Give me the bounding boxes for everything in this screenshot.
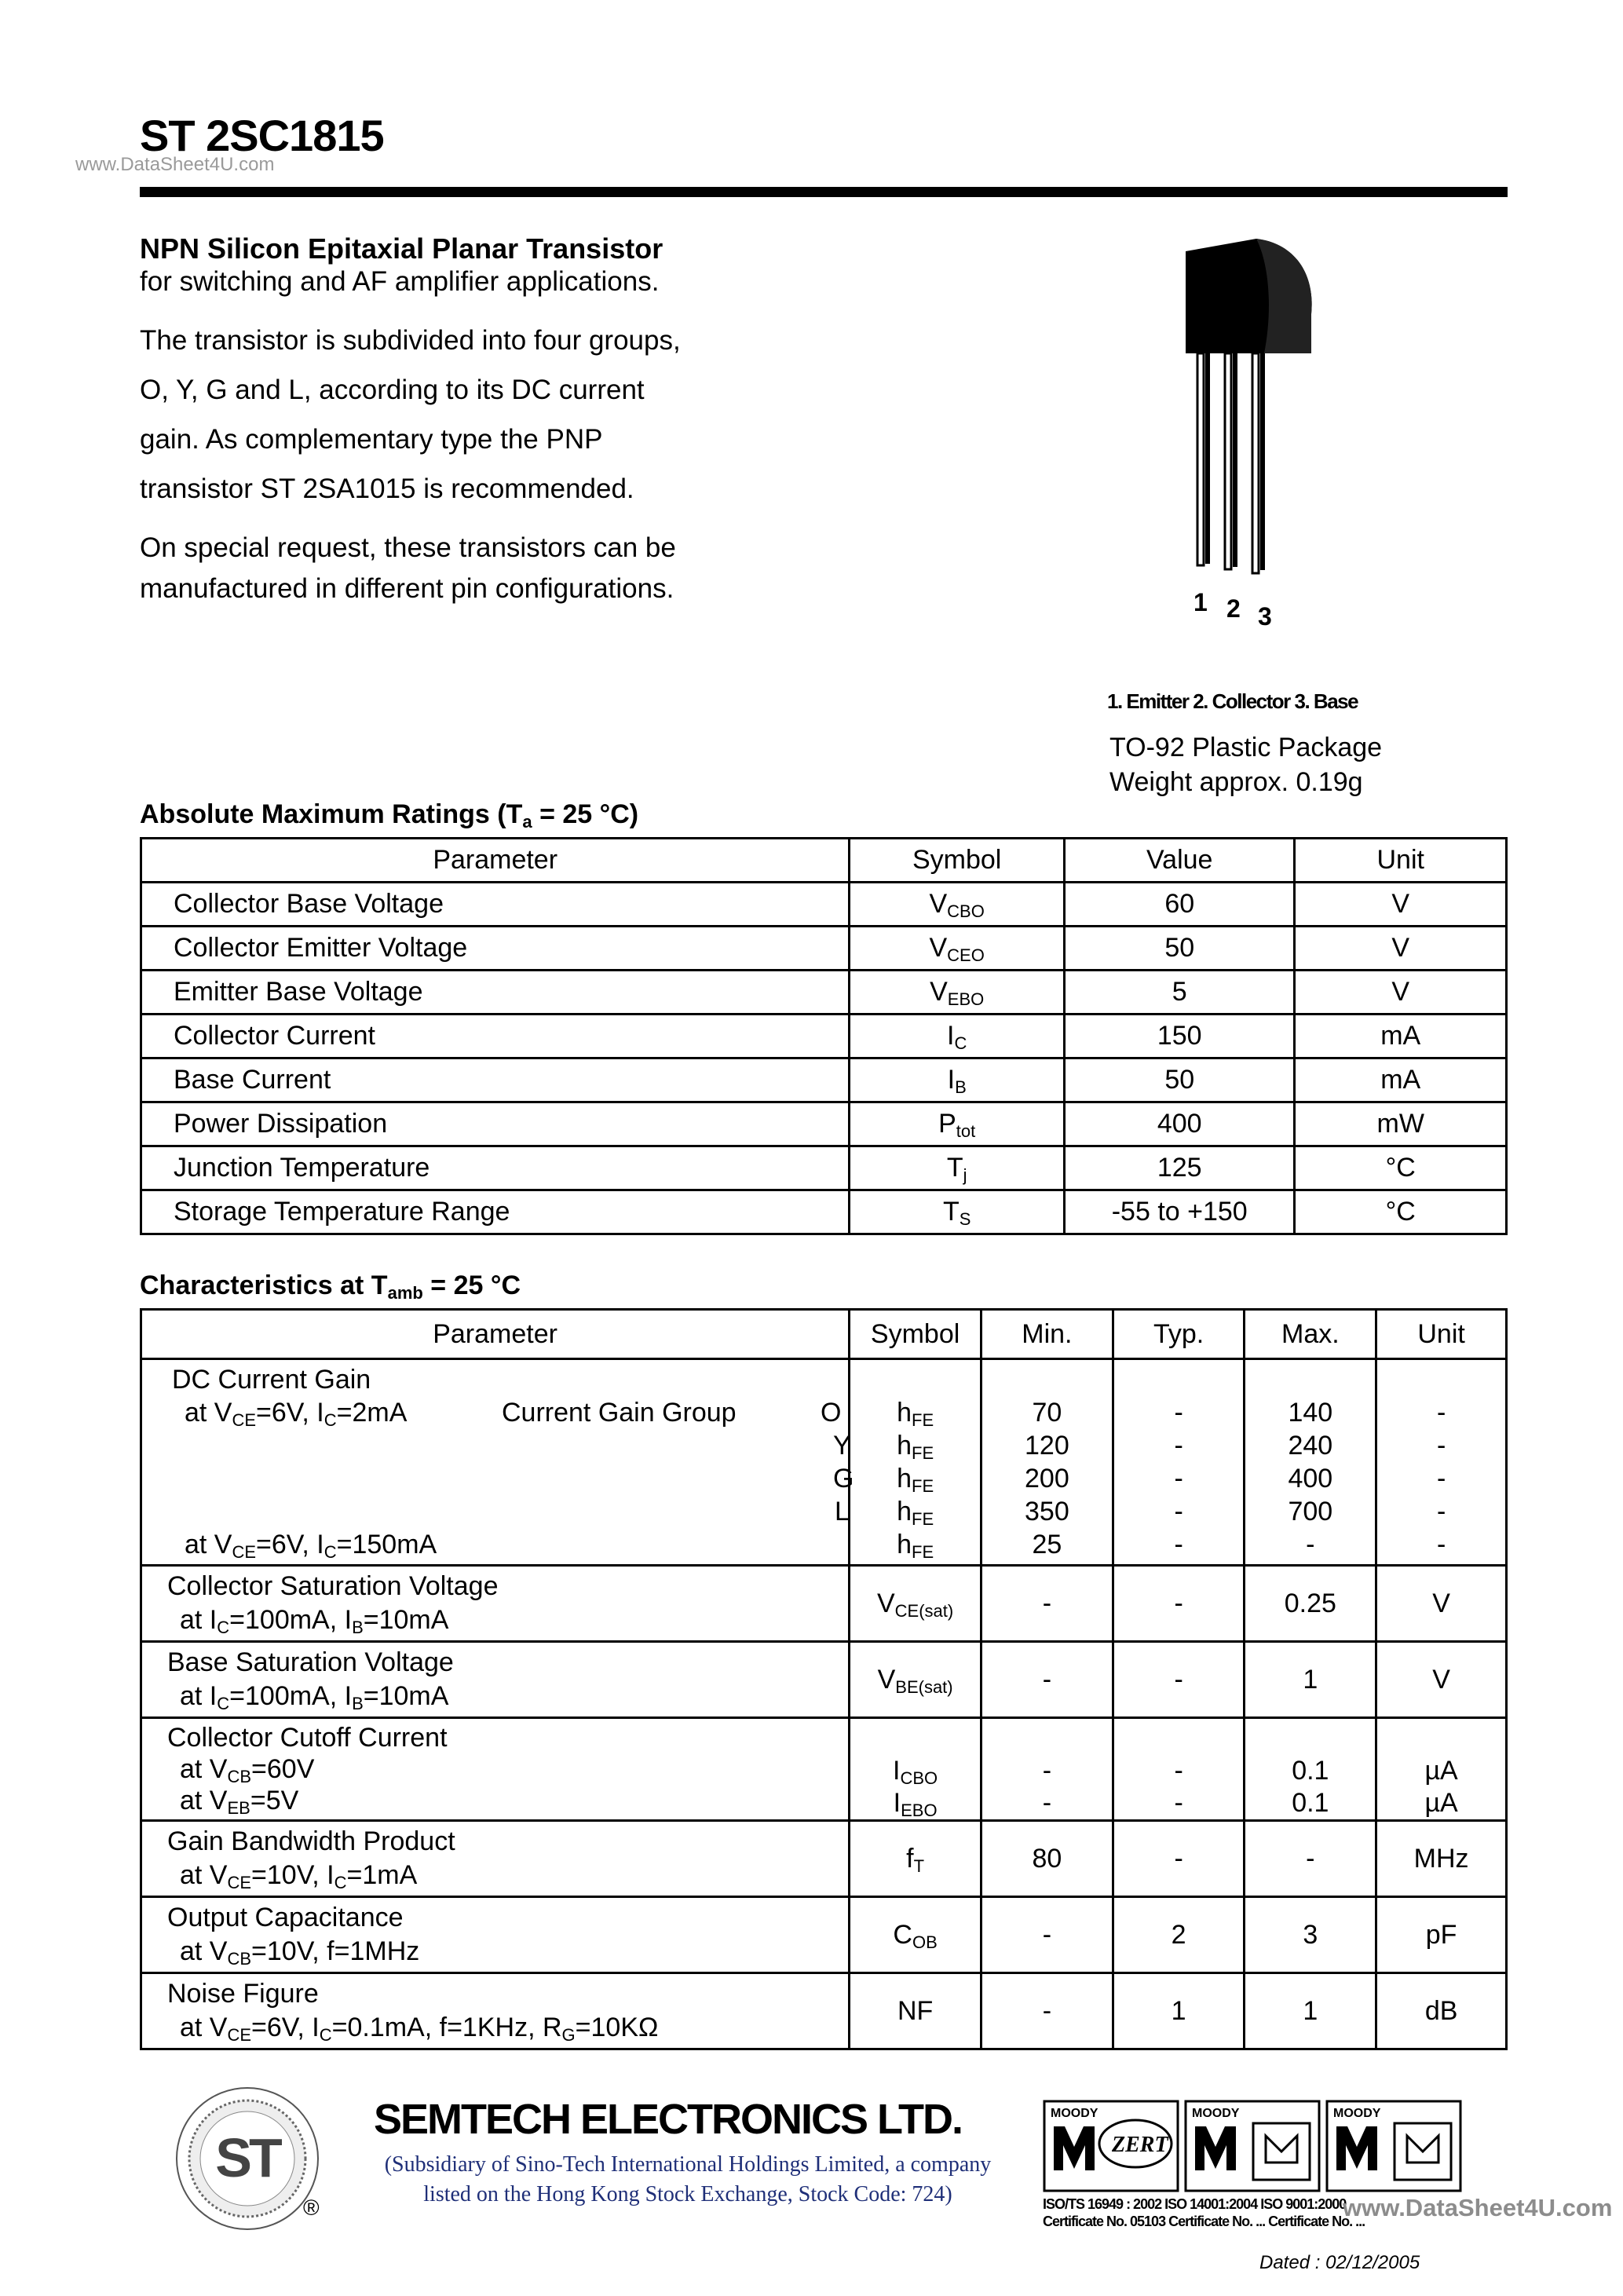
parameter-title: Output Capacitance: [167, 1903, 404, 1932]
symbol-sub: OB: [912, 1932, 938, 1952]
symbol-sub: j: [963, 1165, 967, 1185]
abs-max-table: [140, 837, 1508, 1235]
value-line: -: [1436, 1497, 1446, 1526]
gain-group-letter: L: [835, 1497, 850, 1526]
symbol-sub: FE: [912, 1542, 934, 1562]
symbol-cell: [850, 1146, 1065, 1190]
symbol-cell: [850, 1359, 981, 1566]
condition-line: [172, 1396, 848, 1429]
max-cell: 1: [1245, 1973, 1376, 2049]
cond-text: =10KΩ: [575, 2013, 659, 2042]
value-line: 200: [1025, 1464, 1069, 1493]
table-row: [141, 883, 1507, 927]
cond-sub: CB: [227, 1767, 252, 1786]
typ-cell: -: [1113, 1566, 1245, 1642]
min-cell: 80: [981, 1821, 1113, 1897]
cond-sub: CB: [227, 1949, 252, 1969]
condition-line: [167, 1680, 848, 1713]
pin-legend: 1. Emitter 2. Collector 3. Base: [1107, 689, 1358, 713]
cond-sub: CE: [227, 1873, 252, 1892]
min-cell: -: [981, 1897, 1113, 1973]
pin-number: 2: [1226, 594, 1241, 623]
condition-line: [167, 1785, 848, 1816]
page-title: ST 2SC1815: [140, 111, 384, 160]
symbol-cell: [850, 1190, 1065, 1234]
symbol-sub: C: [954, 1033, 967, 1053]
value-line: -: [1436, 1431, 1446, 1461]
cond-text: =10V, I: [251, 1860, 334, 1890]
cond-text: at V: [185, 1530, 232, 1559]
symbol-text: V: [929, 889, 948, 919]
cond-text: =5V: [250, 1786, 299, 1815]
value-line: 140: [1288, 1398, 1333, 1428]
gain-group-letter: Y: [833, 1431, 851, 1461]
intro-paragraph-1: [140, 316, 815, 514]
company-name: SEMTECH ELECTRONICS LTD.: [374, 2096, 963, 2143]
parameter-cell: Base Current: [141, 1058, 850, 1102]
unit-cell: V: [1376, 1642, 1507, 1718]
cond-text: =6V, I: [256, 1530, 324, 1559]
value-line: -: [1042, 1756, 1052, 1786]
symbol-text: f: [906, 1843, 914, 1874]
parameter-cell: Power Dissipation: [141, 1102, 850, 1146]
parameter-cell: Collector Emitter Voltage: [141, 927, 850, 971]
symbol-sub: FE: [912, 1509, 934, 1529]
cond-sub: C: [217, 1618, 230, 1637]
symbol-sub: tot: [956, 1121, 976, 1141]
symbol-text: I: [893, 1788, 901, 1818]
max-cell: [1245, 1718, 1376, 1821]
symbol-line: [850, 1528, 980, 1561]
unit-cell: mW: [1295, 1102, 1507, 1146]
intro-line: On special request, these transistors can be: [140, 532, 676, 563]
parameter-title: Collector Saturation Voltage: [167, 1571, 499, 1601]
symbol-text: h: [897, 1431, 912, 1461]
group-line: [172, 1495, 848, 1528]
intro-section: [140, 232, 815, 609]
cert-text-line: Certificate No. 05103 Certificate No. ... Certificate No. ...: [1043, 2214, 1365, 2229]
unit-cell: pF: [1376, 1897, 1507, 1973]
cond-sub: C: [324, 1542, 337, 1562]
symbol-cell: [850, 971, 1065, 1015]
typ-cell: [1113, 1359, 1245, 1566]
intro-line: manufactured in different pin configurations.: [140, 573, 674, 604]
symbol-sub: FE: [912, 1410, 934, 1430]
parameter-title: Collector Cutoff Current: [167, 1723, 448, 1753]
cond-text: =10mA: [363, 1605, 449, 1635]
cond-sub: C: [324, 1410, 337, 1430]
condition-line: [167, 1859, 848, 1892]
package-info: [1109, 730, 1382, 799]
typ-cell: [1113, 1718, 1245, 1821]
abs-max-title: [140, 799, 638, 830]
column-header: Typ.: [1113, 1310, 1245, 1359]
cert-header: MOODY: [1333, 2107, 1381, 2120]
gain-group-label: Current Gain Group: [502, 1398, 737, 1428]
unit-cell: V: [1295, 883, 1507, 927]
symbol-text: I: [947, 1065, 956, 1095]
parameter-title: Noise Figure: [167, 1979, 319, 2009]
pin-2-shade: [1233, 353, 1237, 567]
value-cell: -55 to +150: [1064, 1190, 1295, 1234]
certification-marks: [1043, 2100, 1467, 2192]
typ-cell: 2: [1113, 1897, 1245, 1973]
cond-text: at V: [180, 1754, 228, 1784]
cert-badge-3: [1327, 2101, 1460, 2191]
value-line: -: [1174, 1756, 1183, 1786]
unit-cell: mA: [1295, 1058, 1507, 1102]
table-row: [141, 927, 1507, 971]
unit-cell: V: [1376, 1566, 1507, 1642]
symbol-cell: [850, 1566, 981, 1642]
cond-text: =6V, I: [256, 1398, 324, 1428]
value-line: -: [1436, 1398, 1446, 1428]
value-line: 400: [1288, 1464, 1333, 1493]
title-text: = 25 °C: [422, 1270, 521, 1300]
cond-text: =10V, f=1MHz: [251, 1936, 420, 1966]
symbol-text: h: [897, 1530, 912, 1559]
gain-group-letter: G: [833, 1464, 854, 1493]
typ-cell: 1: [1113, 1973, 1245, 2049]
max-cell: 0.25: [1245, 1566, 1376, 1642]
cert-text-line: ISO/TS 16949 : 2002 ISO 14001:2004 ISO 9001:2000: [1043, 2196, 1347, 2212]
cert-badge-2: [1186, 2101, 1319, 2191]
cond-sub: B: [352, 1618, 364, 1637]
title-text: Absolute Maximum Ratings (T: [140, 799, 523, 829]
value-line: -: [1436, 1464, 1446, 1493]
table-row: [141, 1102, 1507, 1146]
symbol-cell: [850, 1015, 1065, 1058]
symbol-text: h: [897, 1497, 912, 1526]
column-header: Value: [1064, 839, 1295, 883]
max-cell: -: [1245, 1821, 1376, 1897]
value-cell: 400: [1064, 1102, 1295, 1146]
unit-cell: MHz: [1376, 1821, 1507, 1897]
gain-group-letter: O: [821, 1398, 842, 1428]
intro-subheading: for switching and AF amplifier applications.: [140, 266, 660, 297]
to92-package-drawing: [1162, 228, 1343, 652]
table-row-noise-figure: [141, 1973, 1507, 2049]
condition-line: [167, 1935, 848, 1969]
symbol-text: V: [930, 977, 948, 1007]
table-row-vbe-sat: [141, 1642, 1507, 1718]
symbol-cell: [850, 1058, 1065, 1102]
pin-number: 1: [1193, 588, 1208, 616]
semtech-logo: [173, 2084, 322, 2233]
symbol-line: [850, 1462, 980, 1495]
table-row: [141, 1058, 1507, 1102]
subsidiary-note: [374, 2150, 1002, 2210]
cond-text: =100mA, I: [229, 1681, 353, 1711]
dated-value: 02/12/2005: [1325, 2252, 1420, 2273]
cond-text: =1mA: [346, 1860, 418, 1890]
group-line: [172, 1429, 851, 1462]
parameter-cell: [141, 1821, 850, 1897]
package-name: TO-92 Plastic Package: [1109, 733, 1383, 762]
column-header: Unit: [1295, 839, 1507, 883]
parameter-cell: Junction Temperature: [141, 1146, 850, 1190]
symbol-line: [850, 1495, 980, 1528]
value-line: 25: [1032, 1530, 1062, 1559]
cond-sub: B: [352, 1694, 364, 1713]
symbol-sub: EBO: [901, 1801, 938, 1820]
value-line: 700: [1288, 1497, 1333, 1526]
symbol-line: [850, 1396, 980, 1429]
cond-sub: CE: [232, 1542, 257, 1562]
typ-cell: -: [1113, 1642, 1245, 1718]
column-header: Unit: [1376, 1310, 1507, 1359]
typ-cell: -: [1113, 1821, 1245, 1897]
symbol-cell: NF: [850, 1973, 981, 2049]
symbol-cell: [850, 1718, 981, 1821]
cond-text: =0.1mA, f=1KHz, R: [331, 2013, 562, 2042]
parameter-cell: Collector Current: [141, 1015, 850, 1058]
intro-line: O, Y, G and L, according to its DC current: [140, 375, 645, 405]
parameter-cell: Collector Base Voltage: [141, 883, 850, 927]
value-cell: 5: [1064, 971, 1295, 1015]
symbol-text: C: [893, 1919, 912, 1950]
parameter-cell: [141, 1897, 850, 1973]
cond-sub: G: [561, 2025, 576, 2045]
value-line: -: [1174, 1497, 1183, 1526]
watermark-bottom-link[interactable]: www.DataSheet4U.com: [1343, 2194, 1613, 2221]
unit-cell: °C: [1295, 1190, 1507, 1234]
title-sub: a: [522, 812, 532, 832]
intro-paragraph-2: [140, 528, 815, 609]
cond-text: at I: [180, 1681, 217, 1711]
parameter-cell: [141, 1359, 854, 1566]
intro-heading: NPN Silicon Epitaxial Planar Transistor: [140, 232, 663, 265]
symbol-line: [850, 1755, 980, 1787]
column-header: Parameter: [141, 1310, 850, 1359]
pin-2-lead: [1225, 353, 1231, 569]
symbol-text: T: [946, 1153, 963, 1183]
parameter-cell: [141, 1973, 850, 2049]
symbol-cell: [850, 927, 1065, 971]
cond-text: at V: [180, 1936, 228, 1966]
value-line: 120: [1025, 1431, 1069, 1461]
value-line: 70: [1032, 1398, 1062, 1428]
value-line: 350: [1025, 1497, 1069, 1526]
parameter-title: Base Saturation Voltage: [167, 1647, 454, 1677]
intro-line: transistor ST 2SA1015 is recommended.: [140, 473, 634, 504]
parameter-cell: [141, 1566, 850, 1642]
table-row-dc-current-gain: [141, 1359, 1507, 1566]
parameter-cell: Emitter Base Voltage: [141, 971, 850, 1015]
table-row: [141, 1190, 1507, 1234]
dated-label: Dated :: [1259, 2252, 1321, 2273]
cond-text: =6V, I: [251, 2013, 320, 2042]
table-row: [141, 1015, 1507, 1058]
max-cell: [1245, 1359, 1376, 1566]
cond-text: =100mA, I: [229, 1605, 353, 1635]
value-line: 0.1: [1292, 1756, 1329, 1786]
cond-sub: C: [217, 1694, 230, 1713]
symbol-sub: B: [955, 1077, 967, 1097]
cond-text: =2mA: [336, 1398, 408, 1428]
value-cell: 50: [1064, 1058, 1295, 1102]
subsidiary-line: listed on the Hong Kong Stock Exchange, Stock Code: 724): [423, 2182, 952, 2206]
intro-line: gain. As complementary type the PNP: [140, 424, 603, 455]
min-cell: [981, 1718, 1113, 1821]
cert-header: MOODY: [1192, 2107, 1240, 2120]
min-cell: -: [981, 1973, 1113, 2049]
symbol-cell: [850, 883, 1065, 927]
table-row-vce-sat: [141, 1566, 1507, 1642]
group-line: [172, 1462, 854, 1495]
unit-cell: V: [1295, 971, 1507, 1015]
symbol-sub: S: [959, 1209, 971, 1229]
unit-cell: [1376, 1359, 1507, 1566]
value-line: -: [1174, 1464, 1183, 1493]
symbol-text: V: [929, 933, 948, 963]
symbol-line: [850, 1429, 980, 1462]
cond-text: at V: [185, 1398, 232, 1428]
parameter-cell: [141, 1718, 850, 1821]
table-row-cutoff-current: [141, 1718, 1507, 1821]
subsidiary-line: (Subsidiary of Sino-Tech International Holdings Limited, a company: [384, 2152, 992, 2177]
value-line: µA: [1424, 1756, 1458, 1786]
svg-text:ZERT: ZERT: [1112, 2133, 1168, 2157]
unit-cell: [1376, 1718, 1507, 1821]
value-cell: 60: [1064, 883, 1295, 927]
registered-mark: ®: [303, 2195, 320, 2220]
parameter-title: Gain Bandwidth Product: [167, 1826, 455, 1856]
cond-text: at I: [180, 1605, 217, 1635]
cond-text: =150mA: [336, 1530, 437, 1559]
symbol-text: P: [938, 1109, 956, 1139]
watermark-link[interactable]: www.DataSheet4U.com: [75, 154, 275, 175]
column-header: Parameter: [141, 839, 850, 883]
symbol-text: I: [947, 1021, 955, 1051]
value-line: -: [1306, 1530, 1315, 1559]
value-line: -: [1174, 1398, 1183, 1428]
characteristics-title: [140, 1270, 521, 1301]
unit-cell: dB: [1376, 1973, 1507, 2049]
logo-letters: ST: [215, 2127, 280, 2188]
max-cell: 1: [1245, 1642, 1376, 1718]
pin-1-shade: [1205, 353, 1210, 564]
cond-text: at V: [180, 2013, 228, 2042]
pin-3-lead: [1252, 353, 1259, 573]
symbol-cell: [850, 1642, 981, 1718]
symbol-cell: [850, 1897, 981, 1973]
max-cell: 3: [1245, 1897, 1376, 1973]
value-line: µA: [1424, 1788, 1458, 1818]
cond-sub: CE: [227, 2025, 252, 2045]
min-cell: -: [981, 1566, 1113, 1642]
title-text: = 25 °C): [532, 799, 639, 829]
symbol-text: h: [897, 1464, 912, 1493]
symbol-sub: BE(sat): [895, 1676, 953, 1697]
symbol-sub: EBO: [947, 989, 985, 1009]
symbol-text: h: [897, 1398, 912, 1428]
table-header-row: [141, 1310, 1507, 1359]
characteristics-table: [140, 1308, 1508, 2050]
dated-line: [1259, 2252, 1420, 2274]
column-header: Max.: [1245, 1310, 1376, 1359]
value-line: -: [1042, 1788, 1052, 1818]
value-line: 0.1: [1292, 1788, 1329, 1818]
title-rule: [140, 187, 1508, 197]
condition-line: [172, 1528, 848, 1561]
min-cell: [981, 1359, 1113, 1566]
cond-sub: EB: [227, 1798, 250, 1818]
cert-text: [1043, 2195, 1365, 2230]
cond-text: =60V: [251, 1754, 315, 1784]
cond-sub: CE: [232, 1410, 257, 1430]
symbol-sub: CEO: [947, 945, 985, 965]
value-cell: 125: [1064, 1146, 1295, 1190]
parameter-title: DC Current Gain: [172, 1365, 371, 1395]
table-row: [141, 971, 1507, 1015]
cert-badge-1: [1044, 2101, 1178, 2191]
table-row-gain-bandwidth: [141, 1821, 1507, 1897]
table-row-output-capacitance: [141, 1897, 1507, 1973]
unit-cell: °C: [1295, 1146, 1507, 1190]
condition-line: [167, 2011, 848, 2045]
condition-line: [167, 1603, 848, 1637]
cert-header: MOODY: [1051, 2107, 1098, 2120]
table-header-row: [141, 839, 1507, 883]
symbol-text: V: [877, 1664, 896, 1695]
value-line: -: [1174, 1788, 1183, 1818]
symbol-sub: CE(sat): [894, 1600, 954, 1621]
column-header: Symbol: [850, 839, 1065, 883]
cond-sub: C: [334, 1873, 347, 1892]
symbol-cell: [850, 1821, 981, 1897]
symbol-text: V: [876, 1588, 895, 1618]
symbol-cell: [850, 1102, 1065, 1146]
symbol-sub: CBO: [900, 1768, 938, 1788]
parameter-cell: [141, 1642, 850, 1718]
symbol-text: I: [893, 1756, 901, 1786]
value-line: -: [1436, 1530, 1446, 1559]
table-row: [141, 1146, 1507, 1190]
column-header: Symbol: [850, 1310, 981, 1359]
cond-text: =10mA: [363, 1681, 449, 1711]
unit-cell: mA: [1295, 1015, 1507, 1058]
column-header: Min.: [981, 1310, 1113, 1359]
cond-sub: C: [319, 2025, 332, 2045]
symbol-line: [850, 1787, 980, 1819]
symbol-text: T: [942, 1197, 960, 1227]
title-text: Characteristics at T: [140, 1270, 388, 1300]
condition-line: [167, 1753, 848, 1785]
title-sub: amb: [387, 1283, 423, 1303]
value-line: -: [1174, 1431, 1183, 1461]
intro-line: The transistor is subdivided into four groups,: [140, 325, 681, 356]
value-line: -: [1174, 1530, 1183, 1559]
value-cell: 50: [1064, 927, 1295, 971]
pin-3-shade: [1260, 353, 1265, 570]
symbol-sub: T: [913, 1855, 925, 1876]
symbol-sub: FE: [912, 1443, 934, 1463]
value-cell: 150: [1064, 1015, 1295, 1058]
parameter-cell: Storage Temperature Range: [141, 1190, 850, 1234]
pin-1-lead: [1197, 353, 1204, 565]
package-weight: Weight approx. 0.19g: [1109, 767, 1363, 797]
min-cell: -: [981, 1642, 1113, 1718]
cond-text: at V: [180, 1860, 228, 1890]
cond-text: at V: [180, 1786, 228, 1815]
symbol-sub: CBO: [947, 901, 985, 921]
symbol-sub: FE: [912, 1476, 934, 1496]
unit-cell: V: [1295, 927, 1507, 971]
value-line: 240: [1288, 1431, 1333, 1461]
pin-number: 3: [1258, 602, 1272, 631]
